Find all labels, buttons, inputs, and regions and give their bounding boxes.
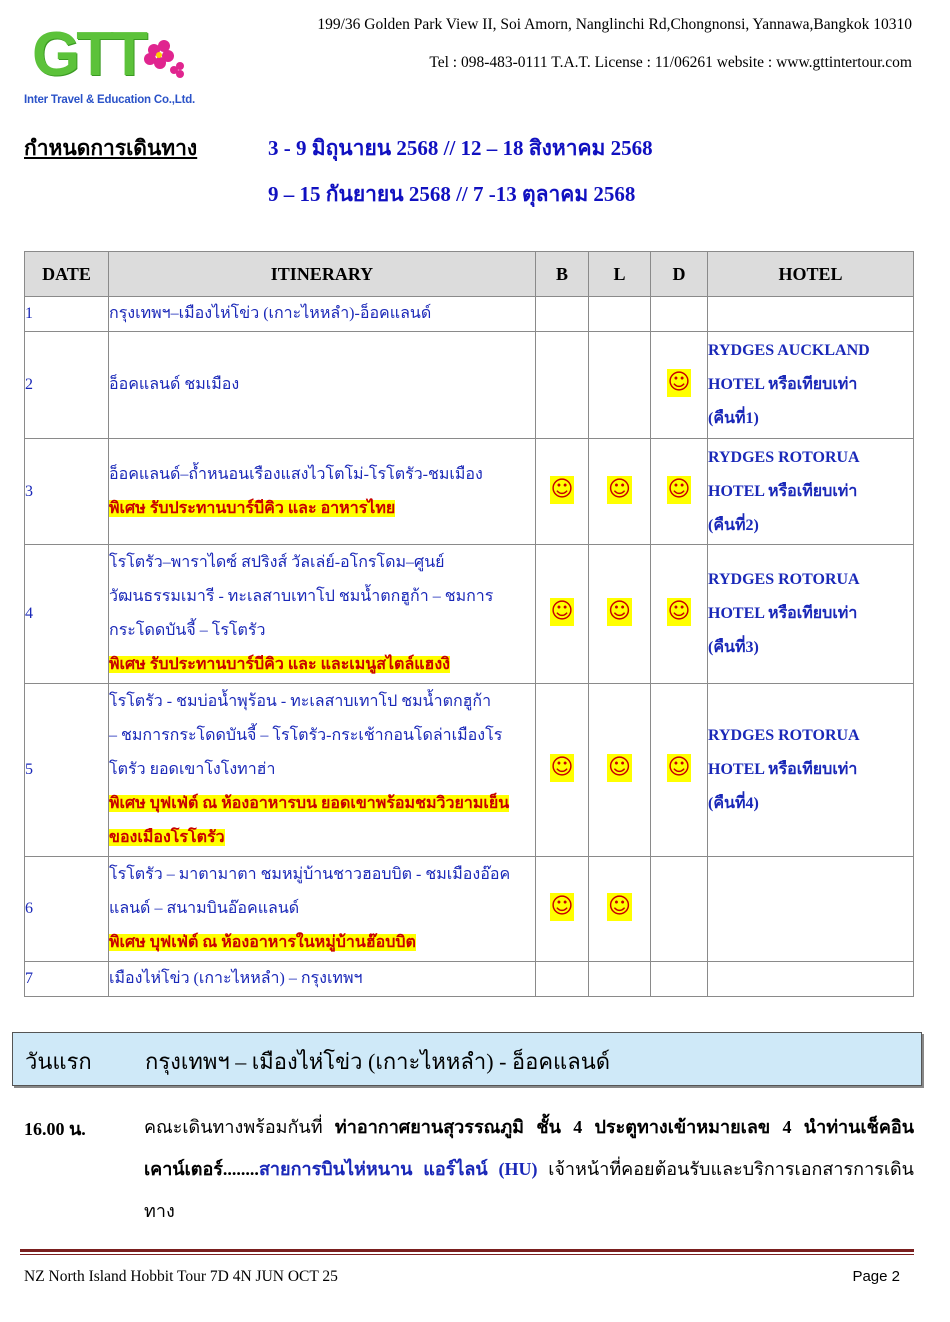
schedule-label: กำหนดการเดินทาง	[24, 136, 198, 160]
day-label: วันแรก	[25, 1049, 92, 1074]
day1-description	[144, 1106, 914, 1232]
header-itinerary: ITINERARY	[109, 252, 536, 297]
table-row	[25, 962, 914, 997]
schedule-dates-2: 9 – 15 กันยายน 2568 // 7 -13 ตุลาคม 2568	[268, 182, 636, 206]
itinerary-cell	[109, 684, 536, 857]
departure-time: 16.00 น.	[24, 1119, 86, 1139]
schedule-dates-1: 3 - 9 มิถุนายน 2568 // 12 – 18 สิงหาคม 2568	[268, 136, 653, 160]
itinerary-line: อ็อคแลนด์ ชมเมือง	[109, 376, 240, 393]
meal-b	[536, 962, 589, 997]
table-row	[25, 684, 914, 857]
smiley-icon: ☺	[608, 476, 631, 502]
hotel-name: RYDGES ROTORUA	[708, 727, 860, 744]
meal-l	[589, 962, 651, 997]
page-number: Page 2	[852, 1268, 900, 1285]
company-contact: Tel : 098-483-0111 T.A.T. License : 11/06261 website : www.gttintertour.com	[429, 54, 912, 71]
meal-b	[536, 684, 589, 857]
hotel-cell	[708, 857, 914, 962]
smiley-icon: ☺	[667, 755, 691, 780]
day-number: 2	[25, 332, 109, 439]
table-row	[25, 297, 914, 332]
meal-l	[589, 684, 651, 857]
hotel-cell	[708, 332, 914, 439]
day-number: 7	[25, 962, 109, 997]
meal-b	[536, 439, 589, 545]
itinerary-line: โรโตรัว–พาราไดซ์ สปริงส์ วัลเล่ย์-อโกรโดม–ศูนย์	[109, 554, 445, 571]
hotel-cell	[708, 684, 914, 857]
day-number: 5	[25, 684, 109, 857]
hotel-name: RYDGES ROTORUA	[708, 448, 860, 466]
meal-l	[589, 297, 651, 332]
itinerary-table	[24, 251, 914, 997]
meal-l	[589, 439, 651, 545]
meal-l	[589, 545, 651, 684]
footer-tour-name: NZ North Island Hobbit Tour 7D 4N JUN OCT 25	[24, 1268, 338, 1285]
hotel-cell	[708, 545, 914, 684]
itinerary-line: โรโตรัว – มาตามาตา ชมหมู่บ้านชาวฮอบบิต - ชมเมืองอ๊อค	[109, 866, 511, 883]
footer-rule-thin	[20, 1254, 914, 1255]
itinerary-cell	[109, 332, 536, 439]
hotel-night: (คืนที่3)	[708, 639, 759, 656]
itinerary-cell	[109, 545, 536, 684]
itinerary-line: โตรัว ยอดเขาโงโงทาฮ่า	[109, 761, 276, 778]
desc-text-d: เจ้าหน้าที่คอยต้อนรับและบริการเอกสารการเดินทาง	[144, 1159, 914, 1221]
hotel-night: (คืนที่1)	[708, 410, 759, 427]
smiley-icon: ☺	[550, 894, 574, 919]
smiley-icon: ☺	[667, 599, 691, 624]
meal-d	[651, 684, 708, 857]
table-header-row	[25, 252, 914, 297]
day-heading-banner	[12, 1032, 922, 1086]
header-dinner: D	[651, 252, 708, 297]
itinerary-cell	[109, 857, 536, 962]
table-row	[25, 332, 914, 439]
hotel-cell	[708, 297, 914, 332]
day-number: 1	[25, 297, 109, 332]
meal-l	[589, 332, 651, 439]
itinerary-cell	[109, 439, 536, 545]
smiley-icon: ☺	[550, 476, 574, 502]
hotel-type: HOTEL หรือเทียบเท่า	[708, 605, 858, 622]
itinerary-line: กระโดดบันจี้ – โรโตรัว	[109, 622, 266, 639]
smiley-icon: ☺	[608, 894, 631, 919]
meal-b	[536, 297, 589, 332]
header-breakfast: B	[536, 252, 589, 297]
itinerary-cell	[109, 962, 536, 997]
meal-b	[536, 545, 589, 684]
flower-icon	[140, 36, 186, 82]
smiley-icon: ☺	[550, 755, 574, 780]
meal-d	[651, 962, 708, 997]
meal-b	[536, 332, 589, 439]
day-number: 4	[25, 545, 109, 684]
meal-d	[651, 857, 708, 962]
smiley-icon: ☺	[667, 370, 691, 395]
day-number: 6	[25, 857, 109, 962]
hotel-name: RYDGES AUCKLAND	[708, 342, 870, 359]
meal-d	[651, 297, 708, 332]
special-meal-highlight: พิเศษ บุฟเฟ่ต์ ณ ห้องอาหารในหมู่บ้านฮ๊อบบิต	[109, 934, 416, 951]
desc-text-a: คณะเดินทางพร้อมกันที่	[144, 1117, 335, 1137]
special-meal-highlight: พิเศษ รับประทานบาร์บีคิว และ และเมนูสไตล์แฮงงิ	[109, 656, 450, 673]
meal-d	[651, 439, 708, 545]
logo-subtitle: Inter Travel & Education Co.,Ltd.	[24, 94, 196, 106]
itinerary-line: แลนด์ – สนามบินอ๊อคแลนด์	[109, 900, 300, 917]
hotel-type: HOTEL หรือเทียบเท่า	[708, 482, 858, 500]
itinerary-line: เมืองไห่โข่ว (เกาะไหหลำ) – กรุงเทพฯ	[109, 970, 363, 987]
logo-text: GTT	[32, 20, 144, 89]
smiley-icon: ☺	[608, 599, 631, 624]
desc-airport: ท่าอากาศยานสุวรรณภูมิ ชั้น 4 ประตูทางเข้าหมายเลข 4 นำท่านเช็คอินเคาน์เตอร์........	[144, 1117, 914, 1179]
itinerary-line: – ชมการกระโดดบันจี้ – โรโตรัว-กระเช้ากอนโดล่าเมืองโร	[109, 727, 503, 744]
day-title: กรุงเทพฯ – เมืองไห่โข่ว (เกาะไหหลำ) - อ็อคแลนด์	[145, 1049, 611, 1074]
hotel-cell	[708, 962, 914, 997]
hotel-name: RYDGES ROTORUA	[708, 571, 860, 588]
table-row	[25, 439, 914, 545]
footer-rule	[20, 1249, 914, 1252]
table-row	[25, 857, 914, 962]
special-meal-highlight: พิเศษ บุฟเฟ่ต์ ณ ห้องอาหารบน ยอดเขาพร้อมชมวิวยามเย็น	[109, 795, 510, 812]
special-meal-highlight: ของเมืองโรโตรัว	[109, 829, 225, 846]
smiley-icon: ☺	[667, 476, 691, 502]
hotel-type: HOTEL หรือเทียบเท่า	[708, 376, 858, 393]
meal-d	[651, 332, 708, 439]
smiley-icon: ☺	[608, 755, 631, 780]
desc-airline: สายการบินไห่หนาน แอร์ไลน์ (HU)	[258, 1159, 538, 1179]
hotel-cell	[708, 439, 914, 545]
meal-l	[589, 857, 651, 962]
itinerary-line: โรโตรัว - ชมบ่อน้ำพุร้อน - ทะเลสาบเทาโป ชมน้ำตกฮูก้า	[109, 693, 492, 710]
itinerary-cell	[109, 297, 536, 332]
hotel-night: (คืนที่4)	[708, 795, 759, 812]
hotel-night: (คืนที่2)	[708, 516, 759, 534]
header-date: DATE	[25, 252, 109, 297]
itinerary-line: อ็อคแลนด์–ถ้ำหนอนเรืองแสงไวโตโม่-โรโตรัว-ชมเมือง	[109, 465, 483, 483]
header-lunch: L	[589, 252, 651, 297]
table-row	[25, 545, 914, 684]
smiley-icon: ☺	[550, 599, 574, 624]
itinerary-line: วัฒนธรรมเมารี - ทะเลสาบเทาโป ชมน้ำตกฮูก้า – ชมการ	[109, 588, 494, 605]
company-logo	[22, 20, 196, 114]
special-meal-highlight: พิเศษ รับประทานบาร์บีคิว และ อาหารไทย	[109, 499, 396, 517]
meal-d	[651, 545, 708, 684]
meal-b	[536, 857, 589, 962]
hotel-type: HOTEL หรือเทียบเท่า	[708, 761, 858, 778]
company-address: 199/36 Golden Park View II, Soi Amorn, Nanglinchi Rd,Chongnonsi, Yannawa,Bangkok 10310	[317, 16, 912, 33]
day-number: 3	[25, 439, 109, 545]
itinerary-line: กรุงเทพฯ–เมืองไห่โข่ว (เกาะไหหลำ)-อ็อคแลนด์	[109, 305, 432, 322]
header-hotel: HOTEL	[708, 252, 914, 297]
